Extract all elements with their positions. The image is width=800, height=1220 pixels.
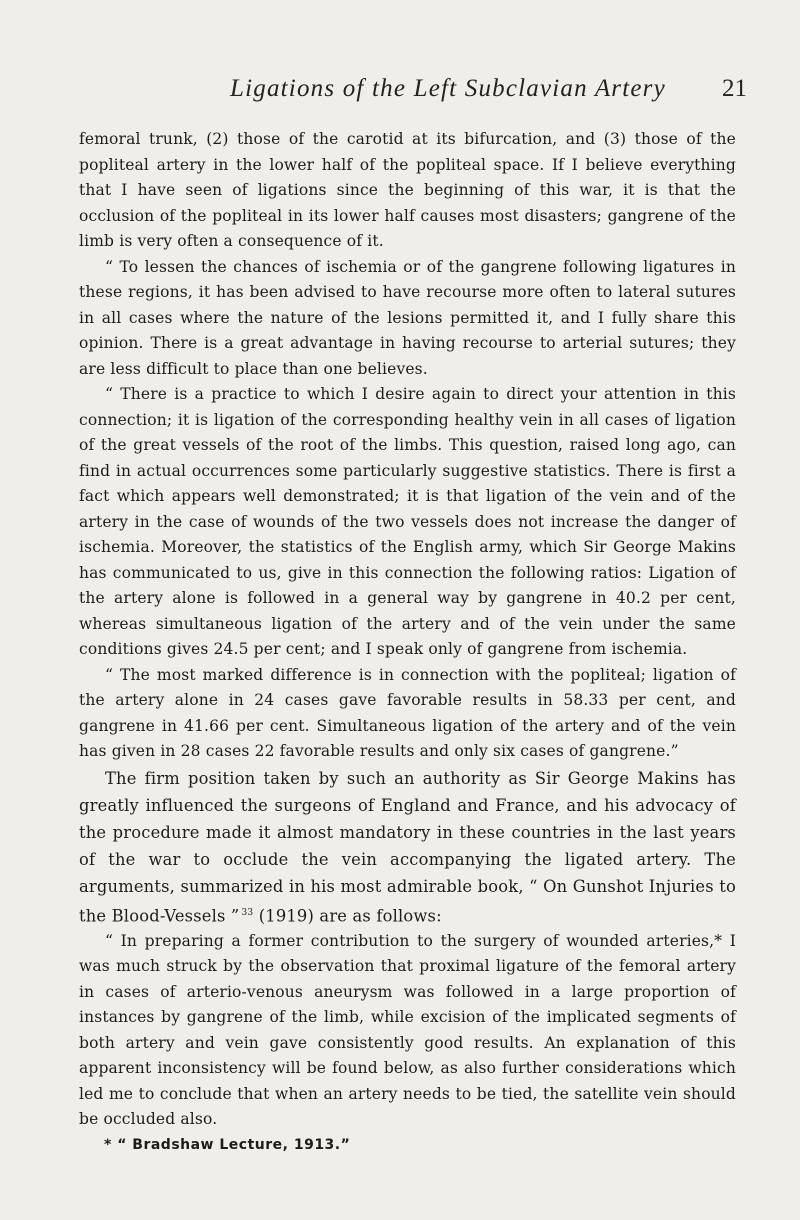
block-quote-1: [79, 127, 736, 765]
page-body: [79, 127, 736, 1153]
quote-paragraph-4: “ The most marked difference is in connection with the popliteal; ligation of the artery alone in 24 cases gave favorable results in 58.33 per cent, and gangrene in 41.66 per cent. Simultaneous ligation of the artery and of the vein has given in 28 cases 22 favorable results and only six cases of gangrene.”: [79, 665, 736, 760]
running-title: Ligations of the Left Subclavian Artery: [230, 75, 666, 102]
main-text-part-2: (1919) are as follows:: [253, 905, 442, 925]
quote-paragraph-2: “ To lessen the chances of ischemia or of the gangrene following ligatures in these regions, it has been advised to have recourse more often to lateral sutures in all cases where the nature of the lesions permitted it, and I fully share this opinion. There is a great advantage in having recourse to arterial sutures; they are less difficult to place than one believes.: [79, 257, 736, 378]
page-header: [0, 75, 800, 109]
block-quote-2: [79, 929, 736, 1133]
main-text-part-1: The firm position taken by such an authority as Sir George Makins has greatly influenced the surgeons of England and France, and his advocacy of the procedure made it almost mandatory in these countries in the last years of the war to occlude the vein accompanying the ligated artery. The arguments, summarized in his most admirable book, “ On Gunshot Injuries to the Blood-Vessels ”: [79, 768, 736, 925]
footnote: * “ Bradshaw Lecture, 1913.”: [104, 1136, 351, 1153]
main-text: [79, 765, 736, 929]
main-paragraph: [79, 765, 736, 929]
quote-paragraph-1: femoral trunk, (2) those of the carotid at its bifurcation, and (3) those of the popliteal artery in the lower half of the popliteal space. If I believe everything that I have seen of ligations since the beginning of this war, it is that the occlusion of the popliteal in its lower half causes most disasters; gangrene of the limb is very often a consequence of it.: [79, 130, 736, 250]
quote2-paragraph-1: “ In preparing a former contribution to the surgery of wounded arteries,* I was much struck by the observation that proximal ligature of the femoral artery in cases of arterio-venous aneurysm was followed in a large proportion of instances by gangrene of the limb, while excision of the implicated segments of both artery and vein gave consistently good results. An explanation of this apparent inconsistency will be found below, as also further considerations which led me to conclude that when an artery needs to be tied, the satellite vein should be occluded also.: [79, 931, 736, 1129]
quote-paragraph-3: “ There is a practice to which I desire again to direct your attention in this connection; it is ligation of the corresponding healthy vein in all cases of ligation of the great vessels of the root of the limbs. This question, raised long ago, can find in actual occurrences some particularly suggestive statistics. There is first a fact which appears well demonstrated; it is that ligation of the vein and of the artery in the case of wounds of the two vessels does not increase the danger of ischemia. Moreover, the statistics of the English army, which Sir George Makins has communicated to us, give in this connection the following ratios: Ligation of the artery alone is followed in a general way by gangrene in 40.2 per cent, whereas simultaneous ligation of the artery and of the vein under the same conditions gives 24.5 per cent; and I speak only of gangrene from ischemia.: [79, 385, 736, 658]
page-number: 21: [722, 75, 747, 102]
reference-superscript: 33: [241, 907, 254, 918]
